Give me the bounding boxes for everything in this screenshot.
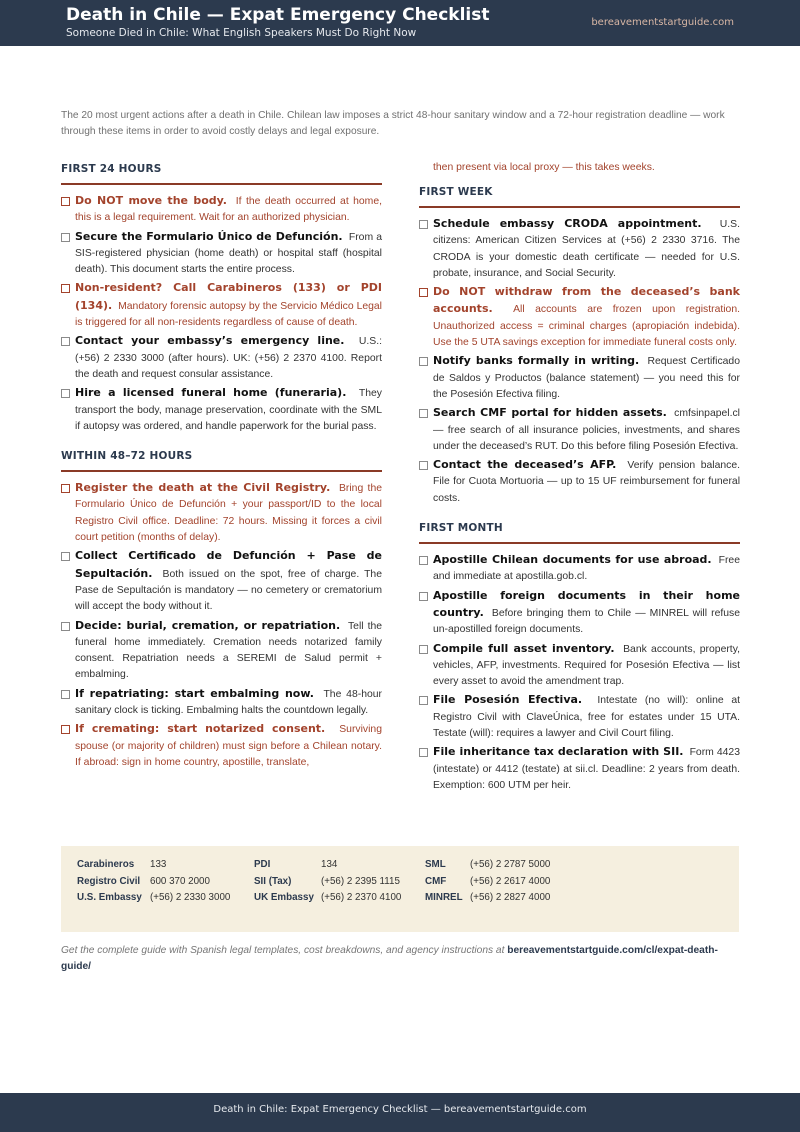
item-title: Schedule embassy CRODA appointment.	[433, 217, 702, 230]
item-title: Register the death at the Civil Registry.	[75, 481, 331, 495]
item-body: Verify pension balance. File for Cuota Mortuoria — up to 15 UF reimbursement for funeral costs.	[433, 460, 740, 504]
checklist-item	[61, 333, 382, 383]
item-title: Collect Certificado de Defunción + Pase de Sepultación.	[75, 549, 382, 580]
item-body: Bring the Formulario Único de Defunción + your passport/ID to the local Registro Civil office. Deadline: 72 hours. Missing it forces a civil court petition (months of delay).	[75, 483, 383, 544]
checklist-item	[419, 552, 740, 586]
item-title: Apostille Chilean documents for use abroad.	[433, 553, 712, 567]
item-body: Form 4423 (intestate) or 4412 (testate) at sii.cl. Deadline: 2 years from death. Exemption: 600 UTM per heir.	[433, 747, 740, 791]
checkbox[interactable]	[419, 220, 428, 229]
item-continuation: then present via local proxy — this takes weeks.	[433, 162, 655, 173]
checkbox[interactable]	[61, 233, 70, 242]
section-heading-within-48-72: WITHIN 48–72 HOURS	[61, 447, 382, 472]
contact-label: MINREL	[425, 892, 463, 903]
item-title: Secure the Formulario Único de Defunción.	[75, 229, 343, 243]
header-domain-link[interactable]: bereavementstartguide.com	[591, 17, 734, 28]
contact-number: (+56) 2 2370 4100	[321, 892, 402, 903]
contact-number: 134	[321, 859, 338, 870]
footer-bar-text: Death in Chile: Expat Emergency Checklist — bereavementstartguide.com	[213, 1104, 587, 1115]
item-body: Bank accounts, property, vehicles, AFP, investments. Required for Posesión Efectiva — list every asset to avoid the amendment trap.	[433, 643, 741, 688]
checklist-item	[419, 588, 740, 639]
contact-number: (+56) 2 2617 4000	[470, 876, 551, 887]
checkbox[interactable]	[419, 696, 428, 705]
checkbox[interactable]	[61, 284, 70, 293]
item-body: Intestate (no will): online at Registro Civil with ClaveÚnica, free for estates under 15 UTA. Testate (will): requires a lawyer and Civil Court filing.	[433, 695, 740, 740]
checklist-item	[61, 618, 382, 684]
item-title: Hire a licensed funeral home (funeraria).	[75, 386, 347, 400]
checkbox[interactable]	[61, 389, 70, 398]
item-body: U.S.: (+56) 2 2330 3000 (after hours). UK: (+56) 2 2370 4100. Report the death and request consular assistance.	[75, 336, 383, 380]
checklist-item	[419, 641, 740, 691]
item-title: Contact the deceased’s AFP.	[433, 458, 617, 472]
checklist-item	[61, 480, 382, 546]
contact-entry	[77, 859, 167, 870]
checklist-item	[61, 229, 382, 279]
item-body: U.S. citizens: American Citizen Services at (+56) 2 2330 3716. The CRODA is your domestic death certificate — needed for U.S. probate, insurance, and Social Security.	[433, 219, 740, 279]
checkbox[interactable]	[419, 357, 428, 366]
item-body: The 48-hour sanitary clock is ticking. Embalming halts the countdown legally.	[75, 688, 382, 717]
contact-label: PDI	[254, 859, 271, 870]
contact-entry	[77, 876, 210, 887]
checklist-item	[419, 284, 740, 351]
item-title: File Posesión Efectiva.	[433, 693, 583, 707]
contact-number: 600 370 2000	[150, 876, 210, 887]
item-title: Do NOT withdraw from the deceased’s bank accounts.	[433, 285, 740, 316]
checkbox[interactable]	[61, 622, 70, 631]
contact-label: CMF	[425, 876, 447, 887]
checklist-item	[61, 280, 382, 331]
item-title: Do NOT move the body.	[75, 194, 227, 207]
page-title: Death in Chile — Expat Emergency Checklist	[66, 5, 490, 25]
item-body: Free and immediate at apostilla.gob.cl.	[433, 555, 740, 583]
checkbox[interactable]	[61, 484, 70, 493]
item-title: Search CMF portal for hidden assets.	[433, 406, 667, 420]
item-title: If cremating: start notarized consent.	[75, 722, 326, 736]
contact-label: U.S. Embassy	[77, 892, 142, 903]
checkbox[interactable]	[419, 461, 428, 470]
section-heading-first-week: FIRST WEEK	[419, 183, 740, 208]
section-heading-first-month: FIRST MONTH	[419, 519, 740, 544]
item-body: Surviving spouse (or majority of children) must sign before a Chilean notary. If abroad: sign in home country, apostille, translate,	[75, 724, 382, 768]
item-title: Decide: burial, cremation, or repatriation.	[75, 618, 341, 632]
checkbox[interactable]	[419, 748, 428, 757]
contact-entry	[254, 876, 400, 887]
checkbox[interactable]	[61, 197, 70, 206]
checkbox[interactable]	[419, 592, 428, 601]
contact-number: (+56) 2 2330 3000	[150, 892, 231, 903]
footer-bar	[0, 1093, 800, 1132]
checklist-item	[419, 744, 740, 794]
footer-note	[61, 943, 741, 975]
contact-label: SII (Tax)	[254, 876, 292, 887]
left-column	[61, 160, 382, 773]
item-body: All accounts are frozen upon registration. Unauthorized access = criminal charges (apropiación indebida). Use the 5 UTA savings exception for immediate funeral costs only.	[433, 304, 740, 349]
contact-label: SML	[425, 859, 446, 870]
item-body: Mandatory forensic autopsy by the Servicio Médico Legal is triggered for all non-residents regardless of cause of death.	[75, 300, 382, 329]
item-body: Both issued on the spot, free of charge. The Pase de Sepultación is mandatory — no cemetery or crematorium will accept the body without it.	[75, 568, 382, 613]
section-heading-first-24: FIRST 24 HOURS	[61, 160, 382, 185]
item-title: Contact your embassy’s emergency line.	[75, 334, 345, 348]
contact-entry	[254, 892, 402, 903]
contact-entry	[425, 876, 551, 887]
item-title: File inheritance tax declaration with SII.	[433, 745, 684, 759]
page-subtitle: Someone Died in Chile: What English Speakers Must Do Right Now	[66, 27, 417, 39]
checklist-item	[419, 457, 740, 507]
checkbox[interactable]	[419, 409, 428, 418]
item-body: They transport the body, manage preservation, coordinate with the SML if autopsy was ordered, and handle paperwork for the burial pass.	[75, 388, 382, 432]
checkbox[interactable]	[419, 645, 428, 654]
contact-entry	[425, 892, 551, 903]
item-body: If the death occurred at home, this is a legal requirement. Wait for an authorized physician.	[75, 196, 382, 224]
contact-entry	[254, 859, 338, 870]
checklist-item	[419, 353, 740, 403]
checkbox[interactable]	[61, 690, 70, 699]
item-title: Non-resident? Call Carabineros (133) or PDI (134).	[75, 281, 382, 312]
contact-entry	[425, 859, 551, 870]
checkbox[interactable]	[419, 556, 428, 565]
emergency-contacts-box	[61, 846, 739, 932]
checklist-item	[419, 216, 740, 282]
checkbox[interactable]	[61, 725, 70, 734]
checklist-item	[61, 385, 382, 435]
item-body: Request Certificado de Saldos y Productos (balance statement) — you need this for the Posesión Efectiva filing.	[433, 356, 740, 400]
checklist-item	[61, 548, 382, 615]
item-body: cmfsinpapel.cl — free search of all insurance policies, investments, and shares under the deceased’s RUT. Do this before filing Posesión Efectiva.	[433, 408, 740, 452]
contact-number: (+56) 2 2395 1115	[321, 876, 400, 887]
item-title: Compile full asset inventory.	[433, 641, 615, 655]
item-title: Notify banks formally in writing.	[433, 354, 640, 368]
contact-label: UK Embassy	[254, 892, 314, 903]
checklist-item	[419, 692, 740, 742]
contact-number: 133	[150, 859, 167, 870]
checkbox[interactable]	[419, 288, 428, 297]
contact-number: (+56) 2 2787 5000	[470, 859, 551, 870]
checklist-item	[61, 193, 382, 227]
contact-label: Registro Civil	[77, 876, 141, 887]
header-bar	[0, 0, 800, 46]
item-title: Apostille foreign documents in their home country.	[433, 588, 740, 619]
item-body: Before bringing them to Chile — MINREL will refuse un-apostilled foreign documents.	[433, 607, 740, 636]
right-column	[419, 160, 740, 796]
checklist-item	[61, 686, 382, 720]
checklist-item	[419, 405, 740, 455]
contact-entry	[77, 892, 231, 903]
intro-text: The 20 most urgent actions after a death in Chile. Chilean law imposes a strict 48-hour sanitary window and a 72-hour registration deadline — work through these items in order to avoid costly delays and legal exposure.	[61, 110, 725, 137]
checklist-item	[61, 721, 382, 771]
item-body: From a SIS-registered physician (home death) or hospital staff (hospital death). This document starts the entire process.	[75, 231, 382, 276]
item-body: Tell the funeral home immediately. Cremation needs notarized family consent. Repatriation needs a SEREMI de Salud permit + embalming.	[75, 620, 383, 681]
footer-note-text: Get the complete guide with Spanish legal templates, cost breakdowns, and agency instructions at	[61, 945, 508, 956]
item-title: If repatriating: start embalming now.	[75, 686, 314, 700]
contact-number: (+56) 2 2827 4000	[470, 892, 551, 903]
guide-link[interactable]: bereavementstartguide.com/cl/expat-death-guide/	[61, 945, 718, 972]
checkbox[interactable]	[61, 337, 70, 346]
checkbox[interactable]	[61, 552, 70, 561]
contact-label: Carabineros	[77, 859, 135, 870]
